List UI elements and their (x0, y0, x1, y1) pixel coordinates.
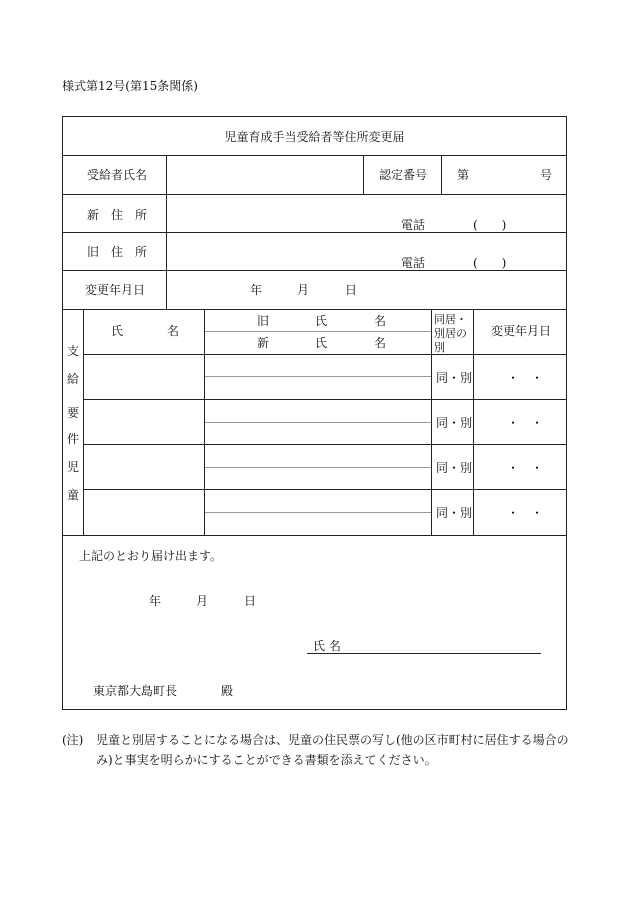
children-label-char: 給 (67, 372, 80, 386)
cohab-option[interactable]: 同・別 (436, 506, 473, 520)
recipient-name-label: 受給者氏名 (87, 168, 148, 182)
new-address-field[interactable] (167, 195, 397, 231)
children-label-char: 支 (67, 344, 80, 358)
old-address-phone-label: 電話 (401, 256, 426, 270)
col-name-label: 氏 (111, 324, 124, 338)
divider (363, 155, 364, 194)
col-old-label: 名 (374, 314, 387, 328)
divider (205, 376, 431, 377)
cohab-option[interactable]: 同・別 (436, 461, 473, 475)
addressee: 東京都大島町長 (93, 684, 178, 698)
change-of-address-form (62, 116, 567, 710)
change-date-month[interactable]: 月 (297, 283, 310, 297)
footnote (62, 730, 572, 770)
change-date-year[interactable]: 年 (250, 283, 263, 297)
submit-date-month[interactable]: 月 (196, 594, 209, 608)
divider (441, 155, 442, 194)
child-change-date[interactable]: ・ ・ (507, 371, 544, 385)
divider (205, 512, 431, 513)
form-title: 児童育成手当受給者等住所変更届 (224, 130, 405, 144)
old-address-label: 旧 住 所 (87, 245, 148, 259)
cert-no-field[interactable] (473, 157, 535, 192)
divider (473, 309, 474, 535)
old-address-field[interactable] (167, 233, 397, 269)
submit-date-day[interactable]: 日 (244, 594, 257, 608)
new-address-phone-field[interactable]: ( ) (473, 218, 507, 232)
child-name-field[interactable] (84, 400, 204, 444)
divider (63, 309, 566, 310)
children-label-char: 要 (67, 406, 80, 420)
child-name-field[interactable] (84, 490, 204, 534)
divider (63, 270, 566, 271)
statement-text: 上記のとおり届け出ます。 (79, 549, 223, 563)
child-name-field[interactable] (84, 355, 204, 399)
cert-no-label: 認定番号 (379, 168, 428, 182)
divider (431, 309, 432, 535)
divider (205, 422, 431, 423)
divider (205, 467, 431, 468)
child-change-date[interactable]: ・ ・ (507, 461, 544, 475)
sign-name-field[interactable] (307, 637, 541, 654)
children-label-char: 件 (67, 432, 80, 446)
form-number-heading: 様式第12号(第15条関係) (62, 79, 198, 93)
cert-no-suffix: 号 (540, 168, 553, 182)
new-address-label: 新 住 所 (87, 208, 148, 222)
old-address-phone-field[interactable]: ( ) (473, 256, 507, 270)
col-change-date-label: 変更年月日 (491, 324, 552, 338)
col-cohab-label: 同居・ (434, 313, 467, 326)
col-name-label: 名 (167, 324, 180, 338)
honorific: 殿 (221, 684, 234, 698)
child-name-field[interactable] (84, 445, 204, 489)
cohab-option[interactable]: 同・別 (436, 371, 473, 385)
footnote-text: 児童と別居することになる場合は、児童の住民票の写し(他の区市町村に居住する場合のみ)と事実を明らかにすることができる書類を添えてください。 (96, 733, 569, 767)
submit-date-year[interactable]: 年 (149, 594, 162, 608)
sign-name-label: 氏 名 (313, 639, 341, 653)
col-old-label: 旧 (257, 314, 270, 328)
cohab-option[interactable]: 同・別 (436, 416, 473, 430)
new-address-phone-label: 電話 (401, 218, 426, 232)
cert-no-prefix: 第 (457, 168, 470, 182)
children-label-char: 童 (67, 488, 80, 502)
recipient-name-field[interactable] (167, 156, 363, 193)
col-new-label: 新 (257, 336, 270, 350)
col-cohab-label: 別 (434, 341, 445, 354)
footnote-mark: (注) (62, 733, 84, 747)
change-date-day[interactable]: 日 (345, 283, 358, 297)
col-old-label: 氏 (315, 314, 328, 328)
col-cohab-label: 別居の (434, 327, 467, 340)
children-label-char: 児 (67, 460, 80, 474)
col-new-label: 氏 (315, 336, 328, 350)
divider (63, 535, 566, 536)
child-change-date[interactable]: ・ ・ (507, 416, 544, 430)
child-change-date[interactable]: ・ ・ (507, 506, 544, 520)
change-date-label: 変更年月日 (85, 283, 146, 297)
col-new-label: 名 (374, 336, 387, 350)
divider (205, 331, 431, 332)
